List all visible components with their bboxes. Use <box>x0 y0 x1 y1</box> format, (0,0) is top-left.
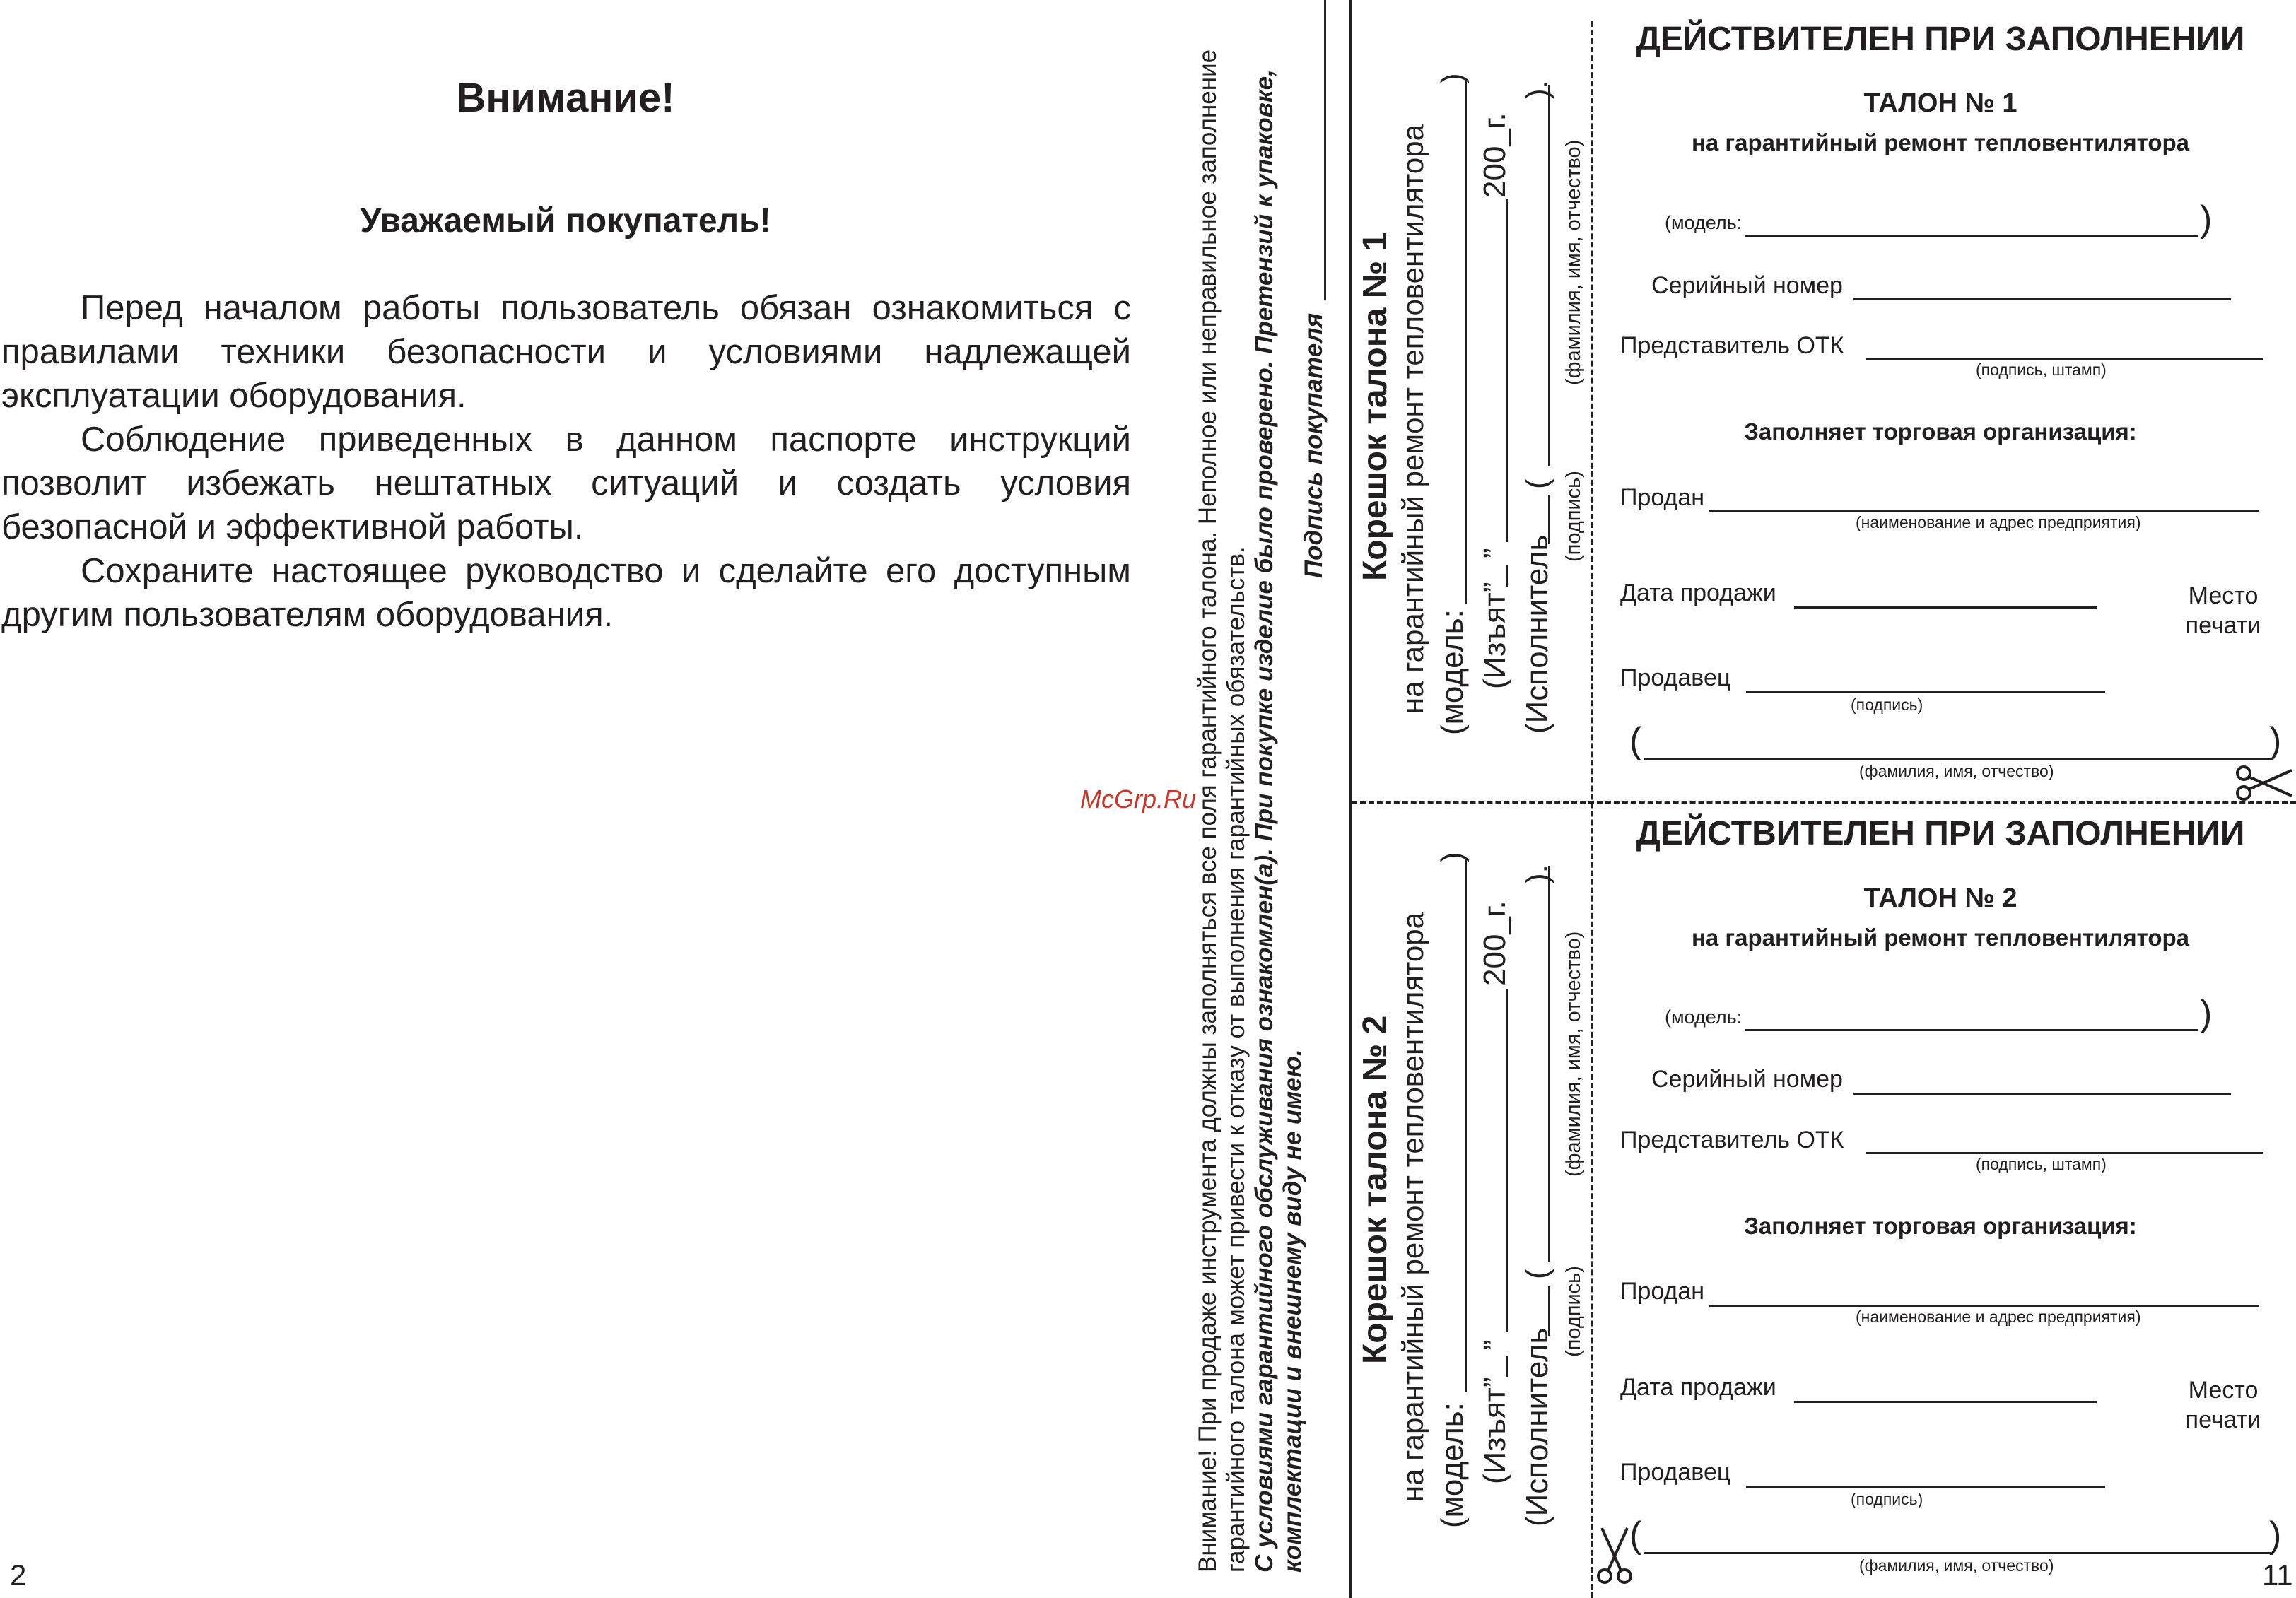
scissors-icon <box>1596 1527 1633 1585</box>
stub-month-line <box>1506 989 1508 1332</box>
coupon-sold-line <box>1709 1305 2259 1307</box>
coupon-name-open: ( <box>1629 720 1642 761</box>
coupon-sold-hint: (наименование и адрес предприятия) <box>1856 513 2141 531</box>
coupon-stamp-line: Место <box>2188 582 2259 609</box>
coupon-model-label: (модель: <box>1665 1006 1742 1028</box>
coupon-name-line <box>1644 1552 2271 1554</box>
coupon-serial-label: Серийный номер <box>1651 272 1843 299</box>
coupon-stamp-area <box>2170 1375 2276 1435</box>
coupon-validity-heading: ДЕЙСТВИТЕЛЕН ПРИ ЗАПОЛНЕНИИ <box>1636 815 2245 852</box>
coupon-serial-label: Серийный номер <box>1651 1066 1843 1093</box>
stub-cut-line <box>1591 21 1593 1598</box>
coupon-otk-hint: (подпись, штамп) <box>1976 1155 2107 1173</box>
stub-hint-signature: (подпись) <box>1562 1266 1585 1357</box>
coupon-subtitle: на гарантийный ремонт тепловентилятора <box>1691 129 2190 155</box>
stub-executor-name-line <box>1548 866 1550 1262</box>
stub-title: Корешок талона № 2 <box>1357 1015 1394 1364</box>
stub-year-label: 200_г. <box>1477 112 1512 198</box>
notice-line: С условиями гарантийного обслуживания ознакомлен(а). При покупке изделие было проверено. Претензий к упаковке, <box>1250 69 1278 1573</box>
stub-executor-open: ( <box>1520 478 1554 489</box>
page-title: Внимание! <box>456 75 675 121</box>
coupon-stamp-line: печати <box>2185 1406 2261 1433</box>
coupon-seller-line <box>1746 1486 2105 1488</box>
coupon-sale-date-line <box>1794 606 2097 609</box>
stub-model-label: (модель: <box>1435 609 1470 735</box>
coupon-name-hint: (фамилия, имя, отчество) <box>1859 1556 2054 1575</box>
stub-executor-name-line <box>1548 85 1550 466</box>
stub-executor-sign-line <box>1548 1286 1550 1336</box>
coupon-sale-date-label: Дата продажи <box>1620 1374 1776 1401</box>
stub-hint-signature: (подпись) <box>1562 471 1585 562</box>
stub-subtitle: на гарантийный ремонт тепловентилятора <box>1396 912 1429 1502</box>
stub-model-close: ) <box>1435 852 1470 862</box>
notice-line: Внимание! При продаже инструмента должны заполняться все поля гарантийного талона. Неполное или неправильное заполнение <box>1194 49 1222 1573</box>
stub-day-line <box>1506 565 1508 587</box>
coupon-stamp-area <box>2170 581 2276 640</box>
stub-model-label: (модель: <box>1435 1402 1470 1528</box>
stub-removed-quote: ” <box>1477 1339 1512 1350</box>
stub-day-line <box>1506 1356 1508 1377</box>
coupon-sold-label: Продан <box>1620 1278 1705 1305</box>
coupon-model-line <box>1745 1029 2198 1031</box>
coupon-seller-hint: (подпись) <box>1851 695 1923 714</box>
stub-model-line <box>1465 81 1467 604</box>
coupon-sold-hint: (наименование и адрес предприятия) <box>1856 1308 2141 1326</box>
stub-removed-label: (Изъят” <box>1477 1377 1512 1484</box>
coupon-name-hint: (фамилия, имя, отчество) <box>1859 762 2054 780</box>
coupon-trade-header: Заполняет торговая организация: <box>1744 418 2137 445</box>
coupon-number: ТАЛОН № 2 <box>1863 883 2017 913</box>
coupon-cut-line <box>1352 801 2296 804</box>
coupon-otk-line <box>1866 358 2263 360</box>
coupon-seller-label: Продавец <box>1620 1459 1731 1486</box>
coupon-number: ТАЛОН № 1 <box>1863 88 2017 118</box>
coupon-seller-line <box>1746 691 2105 693</box>
stub-executor-close: ). <box>1520 864 1554 883</box>
page-number-left: 2 <box>10 1558 27 1592</box>
notice-line: гарантийного талона может привести к отказу от выполнения гарантийных обязательств. <box>1222 546 1250 1573</box>
scissors-icon <box>2235 765 2293 801</box>
intro-paragraph: Сохраните настоящее руководство и сделайте его доступным другим пользователям оборудования. <box>1 552 1131 634</box>
stub-model-close: ) <box>1435 73 1470 83</box>
coupon-otk-hint: (подпись, штамп) <box>1976 360 2107 379</box>
stub-subtitle: на гарантийный ремонт тепловентилятора <box>1396 124 1429 714</box>
stub-executor-label: (Исполнитель <box>1520 1327 1554 1527</box>
intro-text <box>1 286 1131 637</box>
stub-year-label: 200_г. <box>1477 900 1512 986</box>
stub-hint-name: (фамилия, имя, отчество) <box>1562 931 1585 1177</box>
coupon-serial-line <box>1853 298 2231 300</box>
coupon-trade-header: Заполняет торговая организация: <box>1744 1213 2137 1239</box>
stub-month-line <box>1506 199 1508 542</box>
stub-executor-open: ( <box>1520 1269 1554 1279</box>
coupon-model-line <box>1745 235 2198 237</box>
stub-removed-quote: ” <box>1477 548 1512 558</box>
coupon-name-close: ) <box>2269 1515 2282 1556</box>
coupon-name-open: ( <box>1629 1515 1642 1556</box>
coupon-seller-label: Продавец <box>1620 664 1731 691</box>
stub-removed-label: (Изъят” <box>1477 582 1512 689</box>
intro-paragraph: Соблюдение приведенных в данном паспорте инструкций позволит избежать нештатных ситуаций и создать условия безопасной и эффективной работы. <box>1 421 1131 546</box>
coupon-name-close: ) <box>2269 720 2282 761</box>
coupon-model-label: (модель: <box>1665 212 1742 233</box>
coupon-otk-label: Представитель ОТК <box>1620 1127 1844 1153</box>
coupon-stamp-line: Место <box>2188 1377 2259 1404</box>
coupon-otk-label: Представитель ОТК <box>1620 332 1844 359</box>
greeting-heading: Уважаемый покупатель! <box>360 202 771 240</box>
page-separator <box>1349 0 1352 1598</box>
coupon-otk-line <box>1866 1152 2263 1154</box>
stub-executor-sign-line <box>1548 495 1550 544</box>
intro-paragraph: Перед началом работы пользователь обязан ознакомиться с правилами техники безопасности и условиями надлежащей эксплуатации оборудования. <box>1 289 1131 415</box>
stub-title: Корешок талона № 1 <box>1357 232 1394 581</box>
coupon-subtitle: на гарантийный ремонт тепловентилятора <box>1691 924 2190 951</box>
coupon-sale-date-label: Дата продажи <box>1620 580 1776 606</box>
coupon-sold-label: Продан <box>1620 484 1705 511</box>
coupon-model-close: ) <box>2200 199 2213 240</box>
coupon-seller-hint: (подпись) <box>1851 1490 1923 1508</box>
coupon-model-close: ) <box>2200 993 2213 1034</box>
stub-hint-name: (фамилия, имя, отчество) <box>1562 139 1585 385</box>
stub-executor-label: (Исполнитель <box>1520 534 1554 734</box>
stub-model-line <box>1465 859 1467 1392</box>
watermark: McGrp.Ru <box>1080 785 1197 813</box>
coupon-sold-line <box>1709 510 2259 512</box>
buyer-signature-label: Подпись покупателя <box>1300 312 1328 578</box>
coupon-serial-line <box>1853 1093 2231 1095</box>
coupon-validity-heading: ДЕЙСТВИТЕЛЕН ПРИ ЗАПОЛНЕНИИ <box>1636 20 2245 58</box>
coupon-sale-date-line <box>1794 1401 2097 1403</box>
stub-executor-close: ). <box>1520 80 1554 99</box>
buyer-signature-line <box>1324 0 1326 300</box>
coupon-stamp-line: печати <box>2185 612 2261 639</box>
coupon-name-line <box>1644 758 2271 760</box>
page-number-right: 11 <box>2262 1558 2293 1592</box>
notice-line: комплектации и внешнему виду не имею. <box>1279 1049 1306 1573</box>
